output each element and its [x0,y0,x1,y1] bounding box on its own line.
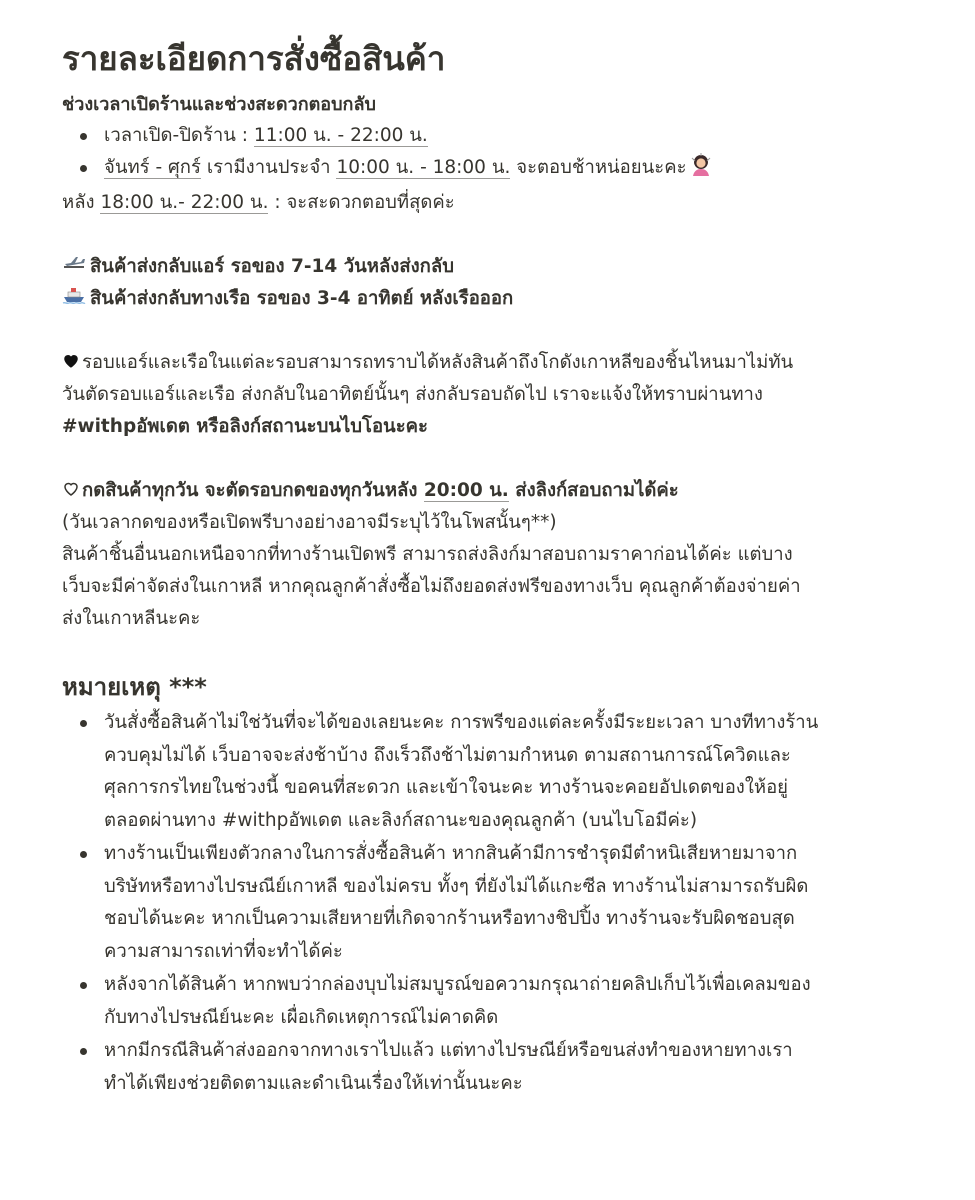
shipping-sea: สินค้าส่งกลับทางเรือ รอของ 3-4 อาทิตย์ หลังเรือออก [62,283,935,315]
hours-list [62,120,935,187]
ship-icon [62,283,86,315]
hours-item-open-close: เวลาเปิด-ปิดร้าน : 11:00 น. - 22:00 น. [104,120,935,152]
black-heart-icon [62,352,82,373]
rounds-line-1: รอบแอร์และเรือในแต่ละรอบสามารถทราบได้หลังสินค้าถึงโกดังเกาหลีของชิ้นไหนมาไม่ทัน [62,347,935,379]
open-close-time: 11:00 น. - 22:00 น. [253,125,428,146]
order-line-4: เว็บจะมีค่าจัดส่งในเกาหลี หากคุณลูกค้าสั่งซื้อไม่ถึงยอดส่งฟรีของทางเว็บ คุณลูกค้าต้องจ่ายค่า [62,576,801,597]
cutoff-time: 20:00 น. [423,480,509,501]
order-line-3: สินค้าชิ้นอื่นนอกเหนือจากที่ทางร้านเปิดพรี สามารถส่งลิงก์มาสอบถามราคาก่อนได้ค่ะ แต่บาง [62,544,793,565]
rounds-line-2: วันตัดรอบแอร์และเรือ ส่งกลับในอาทิตย์นั้นๆ ส่งกลับรอบถัดไป เราจะแจ้งให้ทราบผ่านทาง [62,384,763,405]
note-item-1: วันสั่งซื้อสินค้าไม่ใช่วันที่จะได้ของเลยนะคะ การพรีของแต่ละครั้งมีระยะเวลา บางทีทางร้าน ควบคุมไม่ได้ เว็บอาจจะส่งช้าบ้าง ถึงเร็วถึงช้าไม่ตามกำหนด ตามสถานการณ์โควิดและ ศุลการกรไทยในช่วงนี้ ขอคนที่สะดวก และเข้าใจนะคะ ทางร้านจะคอยอัปเดตของให้อยู่ ตลอดผ่านทาง #withpอัพเดต และลิงก์สถานะของคุณลูกค้า (บนไบโอมีค่ะ) [104,707,935,837]
after-hours-time: 18:00 น.- 22:00 น. [100,192,269,213]
notes-heading: หมายเหตุ *** [62,673,207,701]
hours-heading: ช่วงเวลาเปิดร้านและช่วงสะดวกตอบกลับ [62,94,376,115]
note-item-2: ทางร้านเป็นเพียงตัวกลางในการสั่งซื้อสินค้า หากสินค้ามีการชำรุดมีตำหนิเสียหายมาจาก บริษัทหรือทางไปรษณีย์เกาหลี ของไม่ครบ ทั้งๆ ที่ยังไม่ได้แกะซีล ทางร้านไม่สามารถรับผิด ชอบได้นะคะ หากเป็นความเสียหายที่เกิดจากร้านหรือทางชิปปิ้ง ทางร้านจะรับผิดชอบสุด ความสามารถเท่าที่จะทำได้ค่ะ [104,838,935,968]
order-line-1: กดสินค้าทุกวัน จะตัดรอบกดของทุกวันหลัง 20:00 น. ส่งลิงก์สอบถามได้ค่ะ [62,475,935,507]
rounds-line-3: #withpอัพเดต หรือลิงก์สถานะบนไบโอนะคะ [62,416,428,437]
after-hours-line: หลัง 18:00 น.- 22:00 น. : จะสะดวกตอบที่สุดค่ะ [62,192,455,213]
order-line-5: ส่งในเกาหลีนะคะ [62,608,201,629]
page-title: รายละเอียดการสั่งซื้อสินค้า [62,39,446,78]
hours-item-weekday: จันทร์ - ศุกร์ เรามีงานประจำ 10:00 น. - 18:00 น. จะตอบช้าหน่อยนะคะ [104,152,935,187]
order-line-2: (วันเวลากดของหรือเปิดพรีบางอย่างอาจมีระบุไว้ในโพสนั้นๆ**) [62,512,557,533]
note-item-4: หากมีกรณีสินค้าส่งออกจากทางเราไปแล้ว แต่ทางไปรษณีย์หรือขนส่งทำของหายทางเรา ทำได้เพียงช่วยติดตามและดำเนินเรื่องให้เท่านั้นนะคะ [104,1035,935,1100]
person-gesturing-icon [689,152,713,187]
work-time: 10:00 น. - 18:00 น. [336,157,511,178]
note-item-3: หลังจากได้สินค้า หากพบว่ากล่องบุบไม่สมบูรณ์ขอความกรุณาถ่ายคลิปเก็บไว้เพื่อเคลมของ กับทางไปรษณีย์นะคะ เผื่อเกิดเหตุการณ์ไม่คาดคิด [104,969,935,1034]
airplane-icon [62,251,86,283]
weekday-range: จันทร์ - ศุกร์ [104,157,201,178]
white-heart-icon [62,480,82,501]
shipping-air: สินค้าส่งกลับแอร์ รอของ 7-14 วันหลังส่งกลับ [62,251,935,283]
notes-list [62,707,935,1100]
